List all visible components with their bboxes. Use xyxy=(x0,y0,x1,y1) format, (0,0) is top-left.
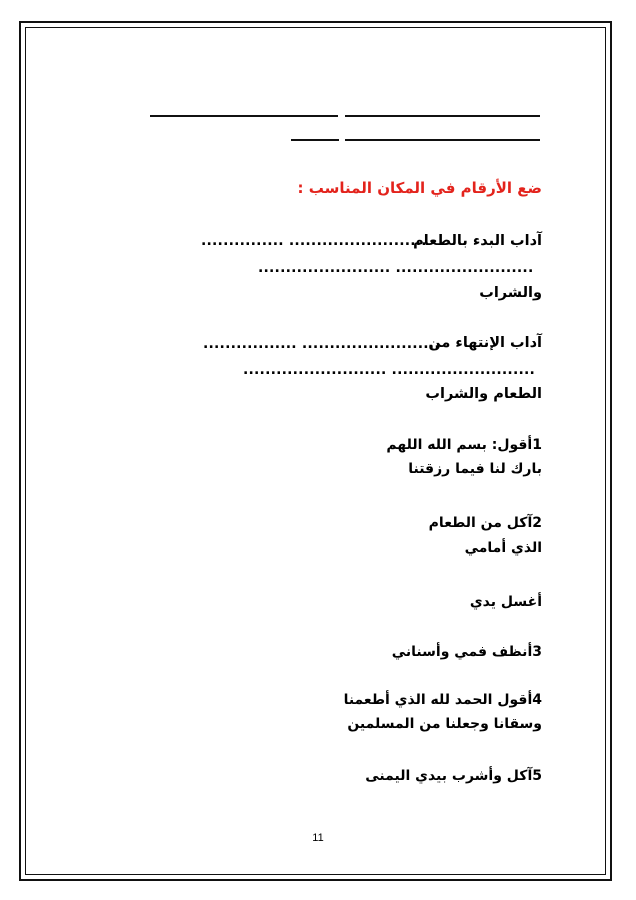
list-item xyxy=(344,690,542,710)
item-text: أقول: بسم الله اللهم xyxy=(386,437,533,453)
blank-line-second-right xyxy=(345,139,540,141)
list-item xyxy=(392,642,542,662)
list-item xyxy=(365,766,542,786)
blank-line-top-right xyxy=(345,115,540,117)
start-manners-dots-1: ............... ......................... xyxy=(201,233,427,249)
page-number: 11 xyxy=(312,832,324,844)
item-number: 4 xyxy=(532,692,542,708)
end-manners-dots-1: ................. ......................... xyxy=(203,336,440,352)
instruction-heading: ضع الأرقام في المكان المناسب : xyxy=(297,179,542,197)
item-text: أقول الحمد لله الذي أطعمنا xyxy=(343,692,533,708)
list-item-cont: وسقانا وجعلنا من المسلمين xyxy=(347,716,542,732)
end-manners-label-cont: الطعام والشراب xyxy=(425,386,542,402)
blank-line-second-left xyxy=(291,139,339,141)
list-item-cont: الذي أمامي xyxy=(464,540,542,556)
end-manners-label: آداب الإنتهاء من xyxy=(428,335,542,351)
item-text: أغسل يدي xyxy=(469,594,542,610)
item-number: 2 xyxy=(532,515,542,531)
end-manners-dots-2: .......................... .......................... xyxy=(243,362,536,378)
list-item xyxy=(386,435,542,455)
list-item xyxy=(429,513,542,533)
item-number: 5 xyxy=(532,768,542,784)
start-manners-dots-2: ........................ ......................... xyxy=(258,260,534,276)
list-item-cont: بارك لنا فيما رزقتنا xyxy=(408,461,542,477)
blank-line-top-left xyxy=(150,115,338,117)
start-manners-label: آداب البدء بالطعام xyxy=(413,233,542,249)
list-item xyxy=(470,592,542,612)
item-text: آكل من الطعام xyxy=(428,515,533,531)
item-text: آكل وأشرب بيدي اليمنى xyxy=(365,768,533,784)
item-number: 1 xyxy=(532,437,542,453)
start-manners-label-cont: والشراب xyxy=(479,285,542,301)
item-number: 3 xyxy=(532,644,542,660)
item-text: أنظف فمي وأسناني xyxy=(391,644,533,660)
